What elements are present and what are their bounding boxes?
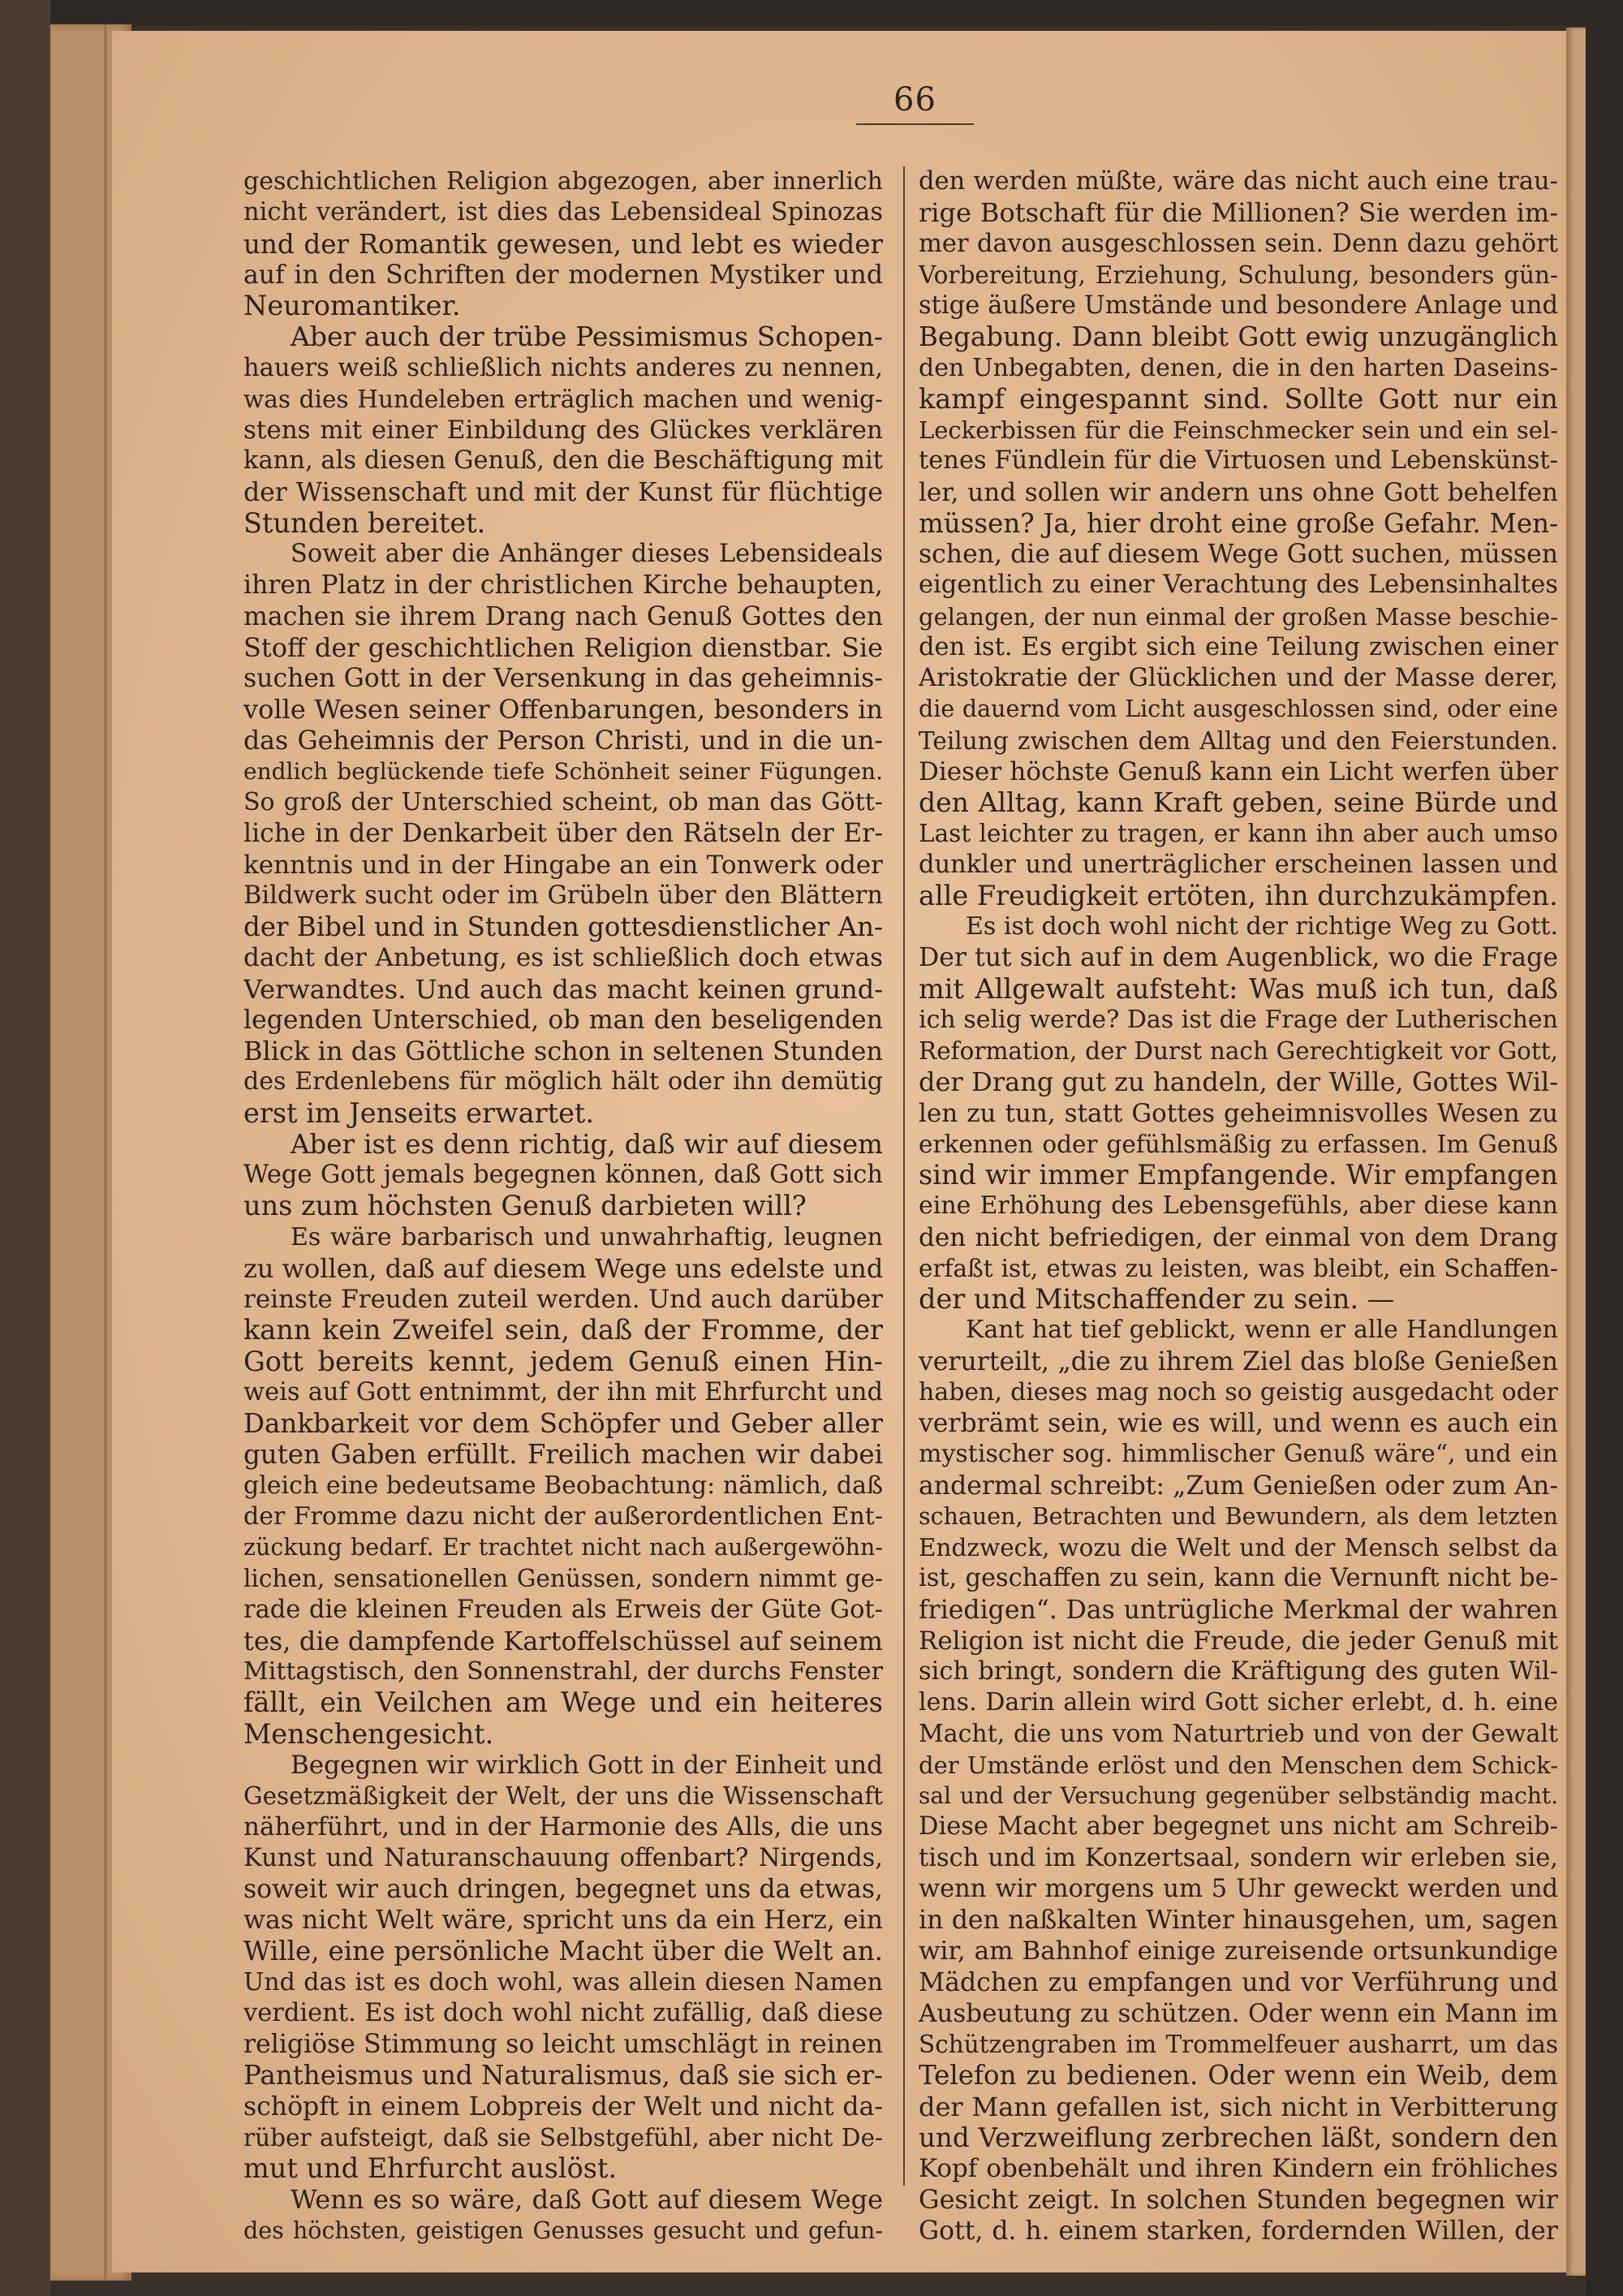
text-line: Reformation, der Durst nach Gerechtigkeit vor Gott, xyxy=(919,1037,1558,1065)
text-line: erkennen oder gefühlsmäßig zu erfassen. Im Genuß xyxy=(919,1130,1558,1158)
text-line: mystischer sog. himmlischer Genuß wäre“, und ein xyxy=(919,1440,1558,1469)
text-line: Es wäre barbarisch und unwahrhaftig, leugnen xyxy=(291,1222,883,1251)
text-line: und Verzweiflung zerbrechen läßt, sondern den xyxy=(919,2122,1558,2153)
text-line: tenes Fündlein für die Virtuosen und Lebenskünst- xyxy=(919,446,1558,476)
text-line: uns zum höchsten Genuß darbieten will? xyxy=(243,1191,807,1222)
text-line: sich bringt, sondern die Kräftigung des guten Wil- xyxy=(919,1657,1558,1686)
text-line: Bildwerk sucht oder im Grübeln über den Blättern xyxy=(243,881,883,910)
text-line: Endzweck, wozu die Welt und der Mensch selbst da xyxy=(919,1534,1558,1562)
text-line: Kopf obenbehält und ihren Kindern ein fröhliches xyxy=(919,2154,1558,2183)
right-page-edge xyxy=(1566,28,1586,2276)
text-line: Macht, die uns vom Naturtrieb und von der Gewalt xyxy=(919,1719,1558,1748)
text-line: ler, und sollen wir andern uns ohne Gott behelfen xyxy=(919,477,1558,507)
text-line: stens mit einer Einbildung des Glückes verklären xyxy=(243,416,883,445)
text-line: das Geheimnis der Person Christi, und in die un- xyxy=(243,726,883,756)
text-line: Dieser höchste Genuß kann ein Licht werfen über xyxy=(919,756,1558,786)
text-line: Stoff der geschichtlichen Religion dienstbar. Sie xyxy=(243,631,883,663)
text-line: len zu tun, statt Gottes geheimnisvolles Wesen zu xyxy=(919,1098,1558,1128)
text-line: machen sie ihrem Drang nach Genuß Gottes den xyxy=(243,601,883,631)
page-number: 66 xyxy=(893,81,936,118)
text-line: wir, am Bahnhof einige zureisende ortsunkundige xyxy=(919,1936,1558,1966)
text-line: religiöse Stimmung so leicht umschlägt in reinen xyxy=(243,2030,883,2059)
text-line: weis auf Gott entnimmt, der ihn mit Ehrfurcht und xyxy=(243,1377,883,1406)
text-line: legenden Unterschied, ob man den beseligenden xyxy=(243,1005,883,1035)
text-line: Es ist doch wohl nicht der richtige Weg zu Gott. xyxy=(966,912,1558,941)
text-line: schen, die auf diesem Wege Gott suchen, müssen xyxy=(919,540,1558,569)
text-line: der Fromme dazu nicht der außerordentlichen Ent- xyxy=(243,1501,883,1531)
text-line: Religion ist nicht die Freude, die jeder Genuß mit xyxy=(919,1626,1558,1656)
text-line: den nicht befriedigen, der einmal von dem Drang xyxy=(919,1222,1558,1252)
text-line: Kunst und Naturanschauung offenbart? Nirgends, xyxy=(243,1843,883,1872)
text-line: der und Mitschaffender zu sein. — xyxy=(919,1284,1395,1315)
text-line: Gott, d. h. einem starken, fordernden Willen, der xyxy=(919,2216,1558,2246)
text-line: mit Allgewalt aufsteht: Was muß ich tun, daß xyxy=(919,973,1558,1005)
text-line: Soweit aber die Anhänger dieses Lebensideals xyxy=(291,540,883,568)
text-line: lichen, sensationellen Genüssen, sondern nimmt ge- xyxy=(243,1565,883,1593)
text-line: stige äußere Umstände und besondere Anlage und xyxy=(919,291,1558,320)
text-line: So groß der Unterschied scheint, ob man das Gött- xyxy=(243,788,883,816)
text-line: Begegnen wir wirklich Gott in der Einheit und xyxy=(291,1750,883,1780)
left-text-column xyxy=(243,166,883,2246)
text-line: Dankbarkeit vor dem Schöpfer und Geber aller xyxy=(243,1408,883,1439)
text-line: was nicht Welt wäre, spricht uns da ein Herz, ein xyxy=(243,1906,883,1935)
text-line: lens. Darin allein wird Gott sicher erlebt, d. h. eine xyxy=(919,1688,1558,1717)
text-line: endlich beglückende tiefe Schönheit seiner Fügungen. xyxy=(243,757,883,785)
text-line: den Unbegabten, denen, die in den harten Daseins- xyxy=(919,353,1558,382)
text-line: schauen, Betrachten und Bewundern, als dem letzten xyxy=(919,1502,1558,1530)
text-line: kann kein Zweifel sein, daß der Fromme, der xyxy=(243,1315,883,1346)
text-line: Neuromantiker. xyxy=(243,291,461,321)
text-line: in den naßkalten Winter hinausgehen, um, sagen xyxy=(919,1906,1558,1935)
text-line: Wille, eine persönliche Macht über die Welt an. xyxy=(243,1936,883,1967)
text-line: der Wissenschaft und mit der Kunst für flüchtige xyxy=(243,477,883,507)
text-line: die dauernd vom Licht ausgeschlossen sind, oder eine xyxy=(919,696,1558,723)
text-line: friedigen“. Das untrügliche Merkmal der wahren xyxy=(919,1595,1558,1625)
text-line: suchen Gott in der Versenkung in das geheimnis- xyxy=(243,664,883,693)
text-line: Stunden bereitet. xyxy=(243,507,486,539)
text-line: Wenn es so wäre, daß Gott auf diesem Wege xyxy=(291,2184,883,2216)
text-line: Vorbereitung, Erziehung, Schulung, besonders gün- xyxy=(919,261,1558,289)
text-line: rige Botschaft für die Millionen? Sie werden im- xyxy=(919,197,1558,229)
text-line: Diese Macht aber begegnet uns nicht am Schreib- xyxy=(919,1812,1558,1842)
header-rule xyxy=(856,123,974,125)
text-line: Teilung zwischen dem Alltag und den Feierstunden. xyxy=(919,726,1558,755)
text-line: sal und der Versuchung gegenüber selbständig macht. xyxy=(919,1782,1558,1809)
text-line: müssen? Ja, hier droht eine große Gefahr. Men- xyxy=(919,507,1558,539)
text-line: Last leichter zu tragen, er kann ihn aber auch umso xyxy=(919,820,1558,848)
text-line: kann, als diesen Genuß, den die Beschäftigung mit xyxy=(243,446,883,476)
text-line: den Alltag, kann Kraft geben, seine Bürde und xyxy=(919,787,1558,818)
text-line: Menschengesicht. xyxy=(243,1718,494,1750)
spine-line xyxy=(104,24,107,2281)
text-line: näherführt, und in der Harmonie des Alls, die uns xyxy=(243,1812,883,1842)
text-line: Mädchen zu empfangen und vor Verführung und xyxy=(919,1967,1558,1997)
text-line: der Mann gefallen ist, sich nicht in Verbitterung xyxy=(919,2091,1558,2122)
text-line: Wege Gott jemals begegnen können, daß Gott sich xyxy=(243,1161,883,1189)
text-line: guten Gaben erfüllt. Freilich machen wir dabei xyxy=(243,1439,883,1471)
right-background xyxy=(1586,0,1623,2296)
text-line: gelangen, der nun einmal der großen Masse beschie- xyxy=(919,602,1558,631)
text-line: Verwandtes. Und auch das macht keinen grund- xyxy=(243,973,883,1005)
text-line: was dies Hundeleben erträglich machen und wenig- xyxy=(243,385,883,413)
text-line: den ist. Es ergibt sich eine Teilung zwischen einer xyxy=(919,632,1558,661)
column-divider xyxy=(903,166,905,2186)
text-line: Kant hat tief geblickt, wenn er alle Handlungen xyxy=(966,1316,1558,1345)
text-line: Ausbeutung zu schützen. Oder wenn ein Mann im xyxy=(919,1998,1558,2028)
text-line: soweit wir auch dringen, begegnet uns da etwas, xyxy=(243,1874,883,1904)
text-line: Telefon zu bedienen. Oder wenn ein Weib, dem xyxy=(919,2060,1558,2091)
text-line: Begabung. Dann bleibt Gott ewig unzugänglich xyxy=(919,321,1558,353)
text-line: rüber aufsteigt, daß sie Selbstgefühl, aber nicht De- xyxy=(243,2123,883,2152)
text-line: tes, die dampfende Kartoffelschüssel auf seinem xyxy=(243,1625,883,1656)
text-line: ihren Platz in der christlichen Kirche behaupten, xyxy=(243,571,883,601)
text-line: rade die kleinen Freuden als Erweis der Güte Got- xyxy=(243,1595,883,1624)
text-line: Blick in das Göttliche schon in seltenen Stunden xyxy=(243,1036,883,1066)
text-line: Aristokratie der Glücklichen und der Masse derer, xyxy=(919,664,1558,692)
left-background xyxy=(0,0,50,2296)
text-line: tisch und im Konzertsaal, sondern wir erleben sie, xyxy=(919,1843,1558,1872)
text-line: Aber ist es denn richtig, daß wir auf diesem xyxy=(291,1128,883,1160)
text-line: fällt, ein Veilchen am Wege und ein heiteres xyxy=(243,1687,883,1719)
text-line: dacht der Anbetung, es ist schließlich doch etwas xyxy=(243,943,883,973)
text-line: schöpft in einem Lobpreis der Welt und nicht da- xyxy=(243,2091,883,2122)
text-line: Mittagstisch, den Sonnenstrahl, der durchs Fenster xyxy=(243,1657,883,1686)
text-line: des höchsten, geistigen Genusses gesucht und gefun- xyxy=(243,2216,883,2244)
right-text-column xyxy=(919,166,1558,2246)
text-line: eigentlich zu einer Verachtung des Lebensinhaltes xyxy=(919,571,1558,600)
text-line: hauers weiß schließlich nichts anderes zu nennen, xyxy=(243,353,883,382)
text-line: zu wollen, daß auf diesem Wege uns edelste und xyxy=(243,1252,883,1284)
text-line: Und das ist es doch wohl, was allein diesen Namen xyxy=(243,1967,883,1997)
text-line: Gesicht zeigt. In solchen Stunden begegnen wir xyxy=(919,2184,1558,2216)
text-line: kampf eingespannt sind. Sollte Gott nur ein xyxy=(919,383,1558,415)
text-line: Gott bereits kennt, jedem Genuß einen Hin- xyxy=(243,1346,883,1377)
text-line: haben, dieses mag noch so geistig ausgedacht oder xyxy=(919,1377,1558,1406)
text-line: volle Wesen seiner Offenbarungen, besonders in xyxy=(243,694,883,726)
text-line: dunkler und unerträglicher erscheinen lassen und xyxy=(919,850,1558,879)
text-line: reinste Freuden zuteil werden. Und auch darüber xyxy=(243,1285,883,1314)
text-line: verurteilt, „die zu ihrem Ziel das bloße Genießen xyxy=(919,1346,1558,1376)
text-line: kenntnis und in der Hingabe an ein Tonwerk oder xyxy=(243,850,883,880)
text-line: den werden müßte, wäre das nicht auch eine trau- xyxy=(919,167,1558,196)
text-line: mer davon ausgeschlossen sein. Denn dazu gehört xyxy=(919,229,1558,258)
text-line: ist, geschaffen zu sein, kann die Vernunft nicht be- xyxy=(919,1564,1558,1593)
text-line: Schützengraben im Trommelfeuer ausharrt, um das xyxy=(919,2031,1558,2058)
text-line: des Erdenlebens für möglich hält oder ihn demütig xyxy=(243,1067,883,1096)
page-header xyxy=(856,81,974,125)
text-line: Leckerbissen für die Feinschmecker sein und ein sel- xyxy=(919,416,1558,444)
text-line: erfaßt ist, etwas zu leisten, was bleibt, ein Schaffen- xyxy=(919,1254,1558,1282)
text-line: verbrämt sein, wie es will, und wenn es auch ein xyxy=(919,1409,1558,1438)
text-line: der Bibel und in Stunden gottesdienstlicher An- xyxy=(243,911,883,942)
text-line: wenn wir morgens um 5 Uhr geweckt werden und xyxy=(919,1874,1558,1903)
text-line: und der Romantik gewesen, und lebt es wieder xyxy=(243,228,883,260)
text-line: gleich eine bedeutsame Beobachtung: nämlich, daß xyxy=(243,1471,883,1500)
top-background xyxy=(0,0,1623,26)
text-line: eine Erhöhung des Lebensgefühls, aber diese kann xyxy=(919,1191,1558,1221)
text-line: Aber auch der trübe Pessimismus Schopen- xyxy=(291,321,883,353)
text-line: der Drang gut zu handeln, der Wille, Gottes Wil- xyxy=(919,1066,1558,1098)
text-line: nicht verändert, ist dies das Lebensideal Spinozas xyxy=(243,198,883,227)
text-line: mut und Ehrfurcht auslöst. xyxy=(243,2153,618,2184)
text-line: verdient. Es ist doch wohl nicht zufällig, daß diese xyxy=(243,1998,883,2027)
text-line: Pantheismus und Naturalismus, daß sie sich er- xyxy=(243,2060,883,2091)
text-line: erst im Jenseits erwartet. xyxy=(243,1097,595,1129)
text-line: zückung bedarf. Er trachtet nicht nach außergewöhn- xyxy=(243,1534,883,1561)
text-line: sind wir immer Empfangende. Wir empfangen xyxy=(919,1160,1558,1191)
text-line: der Umstände erlöst und den Menschen dem Schick- xyxy=(919,1751,1558,1779)
text-line: ich selig werde? Das ist die Frage der Lutherischen xyxy=(919,1005,1558,1034)
text-line: auf in den Schriften der modernen Mystiker und xyxy=(243,260,883,290)
text-line: geschichtlichen Religion abgezogen, aber innerlich xyxy=(243,167,883,196)
text-line: Der tut sich auf in dem Augenblick, wo die Frage xyxy=(919,943,1558,973)
text-line: Gesetzmäßigkeit der Welt, der uns die Wissenschaft xyxy=(243,1782,883,1810)
text-line: andermal schreibt: „Zum Genießen oder zum An- xyxy=(919,1471,1558,1501)
text-line: liche in der Denkarbeit über den Rätseln der Er- xyxy=(243,819,883,849)
text-line: alle Freudigkeit ertöten, ihn durchzukämpfen. xyxy=(919,880,1558,911)
